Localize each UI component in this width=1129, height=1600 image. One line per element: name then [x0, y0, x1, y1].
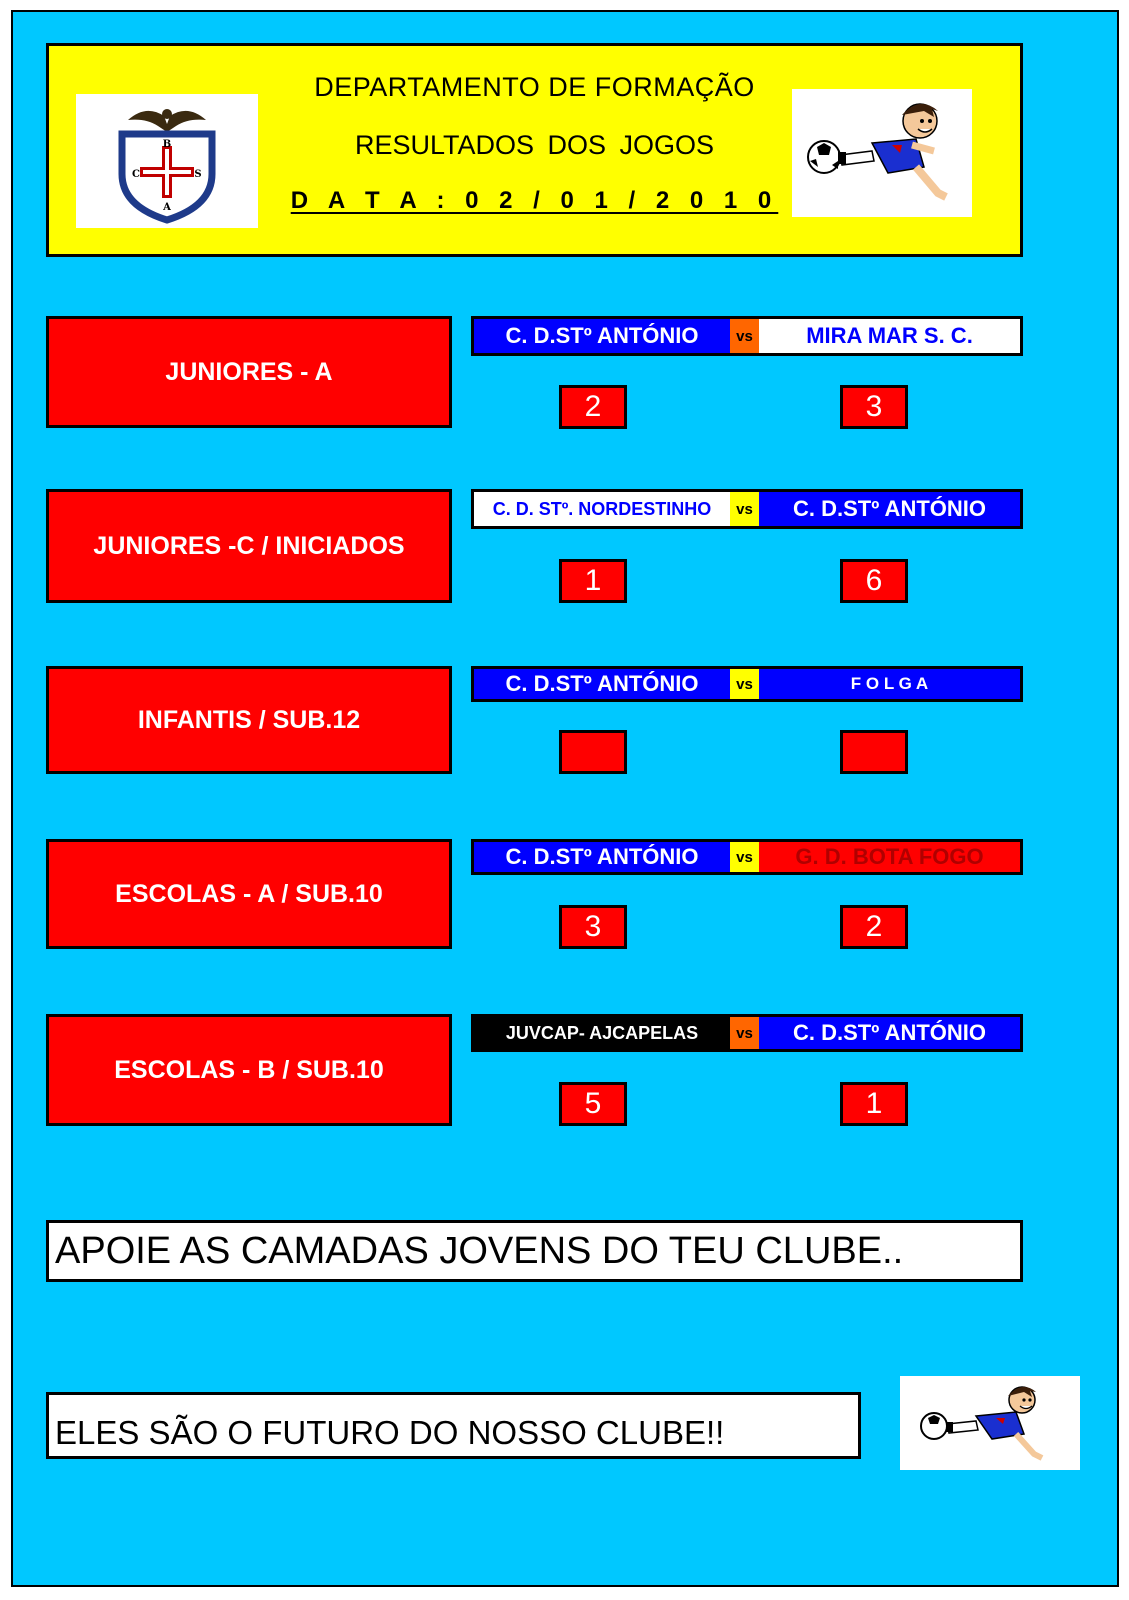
match-row-1 [471, 316, 1023, 356]
category-label-juniores-c: JUNIORES -C / INICIADOS [46, 489, 452, 603]
vs-badge: vs [730, 842, 759, 872]
home-team: JUVCAP- AJCAPELAS [474, 1017, 730, 1049]
category-label-infantis: INFANTIS / SUB.12 [46, 666, 452, 774]
home-score: 1 [559, 559, 627, 603]
soccer-player-illustration-small [900, 1376, 1080, 1470]
category-label-escolas-a: ESCOLAS - A / SUB.10 [46, 839, 452, 949]
soccer-kid-icon [792, 89, 972, 217]
department-title: DEPARTAMENTO DE FORMAÇÃO [314, 72, 755, 102]
soccer-player-illustration [792, 89, 972, 217]
match-row-5 [471, 1014, 1023, 1052]
home-team: C. D.STº ANTÓNIO [474, 842, 730, 872]
crest-letter-right: S [194, 169, 202, 180]
home-team: C. D.STº ANTÓNIO [474, 319, 730, 353]
crest-letter-top: B [162, 139, 172, 150]
home-score: 2 [559, 385, 627, 429]
results-sheet [11, 10, 1119, 1587]
match-row-3 [471, 666, 1023, 702]
away-team: C. D.STº ANTÓNIO [759, 1017, 1020, 1049]
vs-badge: vs [730, 669, 759, 699]
slogan-banner-2: ELES SÃO O FUTURO DO NOSSO CLUBE!! [46, 1392, 861, 1459]
category-label-juniores-a: JUNIORES - A [46, 316, 452, 428]
vs-badge: vs [730, 1017, 759, 1049]
away-score: 3 [840, 385, 908, 429]
home-score [559, 730, 627, 774]
home-score: 5 [559, 1082, 627, 1126]
crest-letter-bottom: A [163, 202, 171, 213]
match-date: D A T A : 0 2 / 0 1 / 2 0 1 0 [290, 187, 779, 214]
slogan-banner-1: APOIE AS CAMADAS JOVENS DO TEU CLUBE.. [46, 1220, 1023, 1282]
match-row-4 [471, 839, 1023, 875]
away-team: C. D.STº ANTÓNIO [759, 492, 1020, 526]
away-team: G. D. BOTA FOGO [759, 842, 1020, 872]
soccer-kid-icon [900, 1376, 1080, 1470]
away-score: 6 [840, 559, 908, 603]
vs-badge: vs [730, 319, 759, 353]
match-row-2 [471, 489, 1023, 529]
home-team: C. D. STº. NORDESTINHO [474, 492, 730, 526]
away-score [840, 730, 908, 774]
away-score: 2 [840, 905, 908, 949]
vs-badge: vs [730, 492, 759, 526]
home-team: C. D.STº ANTÓNIO [474, 669, 730, 699]
results-title: RESULTADOS DOS JOGOS [354, 130, 715, 160]
crest-letter-left: C [132, 169, 140, 180]
away-score: 1 [840, 1082, 908, 1126]
home-score: 3 [559, 905, 627, 949]
away-team: MIRA MAR S. C. [759, 319, 1020, 353]
header-panel [46, 43, 1023, 257]
away-team: F O L G A [759, 669, 1020, 699]
category-label-escolas-b: ESCOLAS - B / SUB.10 [46, 1014, 452, 1126]
